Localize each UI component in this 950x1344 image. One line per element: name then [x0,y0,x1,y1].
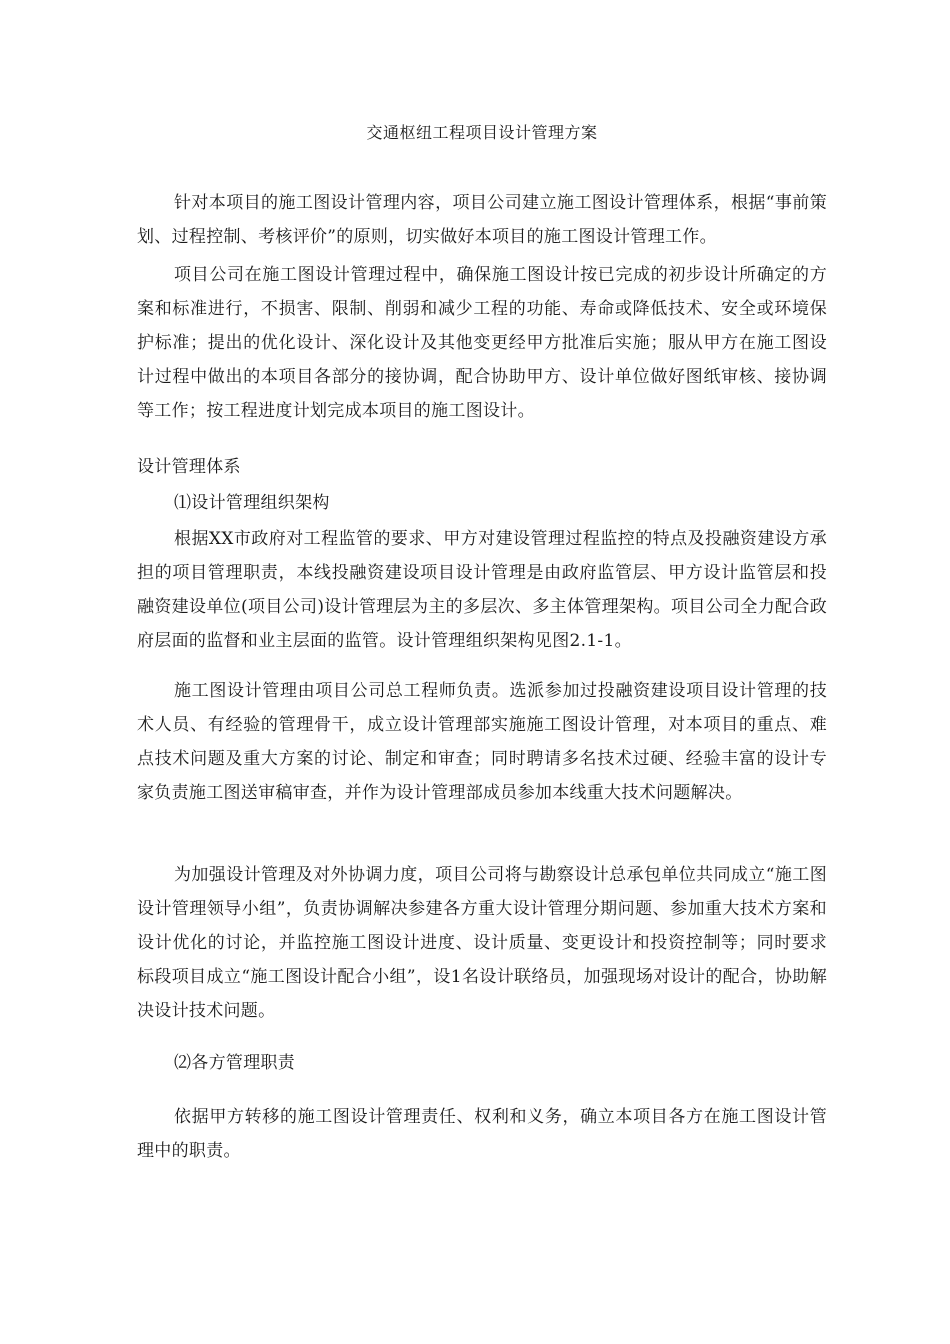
section-heading-design-management-system: 设计管理体系 [137,457,241,477]
subsection-heading-responsibilities: ⑵各方管理职责 [174,1053,296,1073]
paragraph-intro: 针对本项目的施工图设计管理内容，项目公司建立施工图设计管理体系，根据“事前策划、过程控制、考核评价”的原则，切实做好本项目的施工图设计管理工作。 [137,193,827,247]
subsection-heading-organization: ⑴设计管理组织架构 [174,493,330,513]
paragraph-responsibilities: 依据甲方转移的施工图设计管理责任、权利和义务，确立本项目各方在施工图设计管理中的职责。 [137,1107,827,1161]
document-page [137,0,827,1344]
document-title: 交通枢纽工程项目设计管理方案 [366,123,598,142]
paragraph-design-requirements: 项目公司在施工图设计管理过程中，确保施工图设计按已完成的初步设计所确定的方案和标准进行，不损害、限制、削弱和减少工程的功能、寿命或降低技术、安全或环境保护标准；提出的优化设计、深化设计及其他变更经甲方批准后实施；服从甲方在施工图设计过程中做出的本项目各部分的接协调，配合协助甲方、设计单位做好图纸审核、接协调等工作；按工程进度计划完成本项目的施工图设计。 [137,265,827,421]
paragraph-organization-structure: 根据XX市政府对工程监管的要求、甲方对建设管理过程监控的特点及投融资建设方承担的项目管理职责，本线投融资建设项目设计管理是由政府监管层、甲方设计监管层和投融资建设单位(项目公司)设计管理层为主的多层次、多主体管理架构。项目公司全力配合政府层面的监督和业主层面的监管。设计管理组织架构见图2.1-1。 [137,529,827,651]
paragraph-coordination: 为加强设计管理及对外协调力度，项目公司将与勘察设计总承包单位共同成立“施工图设计管理领导小组”，负责协调解决参建各方重大设计管理分期问题、参加重大技术方案和设计优化的讨论，并监控施工图设计进度、设计质量、变更设计和投资控制等；同时要求标段项目成立“施工图设计配合小组”，设1名设计联络员，加强现场对设计的配合，协助解决设计技术问题。 [137,865,827,1021]
paragraph-chief-engineer: 施工图设计管理由项目公司总工程师负责。选派参加过投融资建设项目设计管理的技术人员、有经验的管理骨干，成立设计管理部实施施工图设计管理，对本项目的重点、难点技术问题及重大方案的讨论、制定和审查；同时聘请多名技术过硬、经验丰富的设计专家负责施工图送审稿审查，并作为设计管理部成员参加本线重大技术问题解决。 [137,681,827,803]
